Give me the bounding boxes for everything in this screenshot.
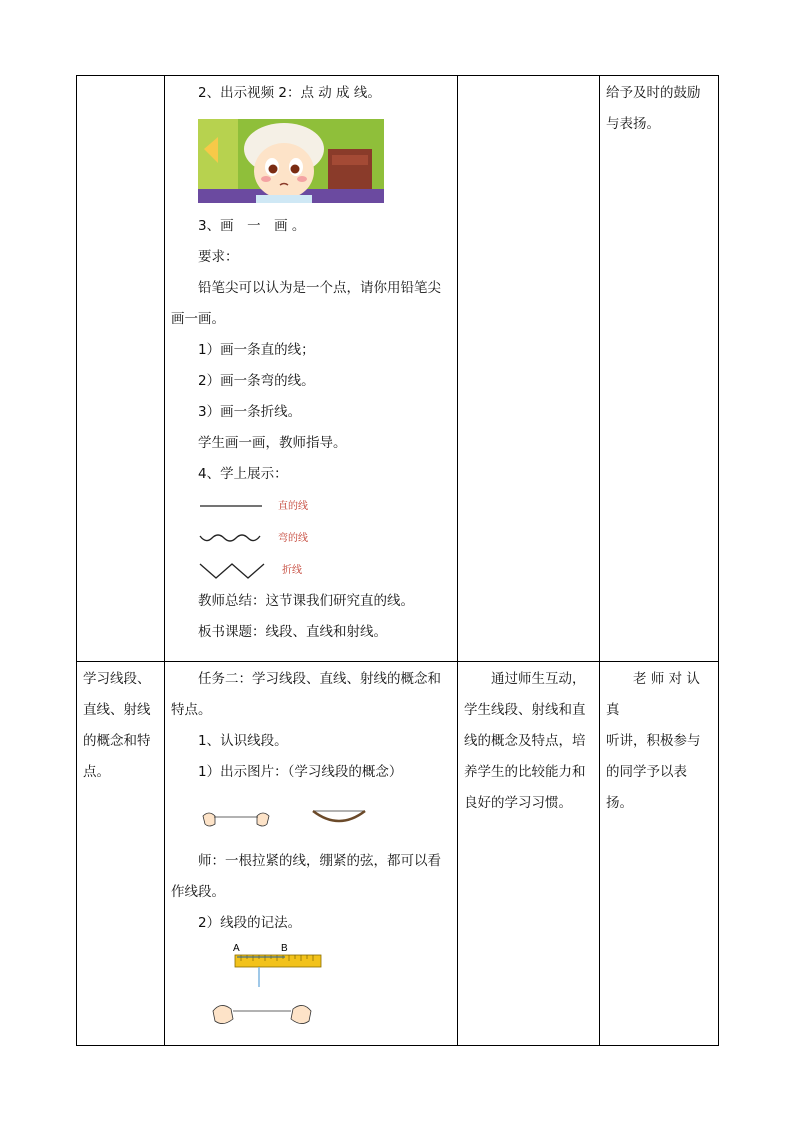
evaluation-cell xyxy=(600,76,719,662)
evaluation-text: 的同学予以表扬。 xyxy=(606,764,687,811)
intent-text: 线的概念及特点，培 xyxy=(464,733,586,749)
broken-line-label: 折线 xyxy=(282,564,302,576)
straight-line-label: 直的线 xyxy=(278,500,308,512)
goal-text: 学习线段、 xyxy=(83,671,151,687)
intent-text: 养学生的比较能力和 xyxy=(464,764,586,780)
intent-text: 良好的学习习惯。 xyxy=(464,795,572,811)
task-title: 任务二：学习线段、直线、射线的概念和 xyxy=(198,671,441,687)
evaluation-text: 听讲，积极参与 xyxy=(606,733,701,749)
teacher-text: 师：一根拉紧的线，绷紧的弦，都可以看 xyxy=(198,853,441,869)
goal-text: 的概念和特 xyxy=(83,733,151,749)
ruler-label-a: A xyxy=(233,943,240,954)
intent-text: 学生线段、射线和直 xyxy=(464,702,586,718)
ruler-segment-figure xyxy=(171,939,451,1031)
evaluation-text: 给予及时的鼓励 xyxy=(606,85,701,101)
goal-cell xyxy=(77,76,165,662)
intent-text: 通过师生互动， xyxy=(491,671,586,687)
goal-cell xyxy=(77,662,165,1046)
requirement-text-cont: 画一画。 xyxy=(171,311,225,327)
board-title-text: 板书课题：线段、直线和射线。 xyxy=(198,624,387,640)
straight-line-icon xyxy=(198,500,264,512)
intent-cell xyxy=(458,76,600,662)
item-segment: 1、认识线段。 xyxy=(198,733,288,749)
hands-string-icon xyxy=(201,802,271,832)
broken-line-example xyxy=(171,554,451,586)
requirement-title: 要求： xyxy=(198,249,239,265)
teacher-text-cont: 作线段。 xyxy=(171,884,225,900)
step-item: 2）画一条弯的线。 xyxy=(198,373,315,389)
bow-icon xyxy=(311,805,367,829)
goal-text: 直线、射线 xyxy=(83,702,151,718)
curved-line-example xyxy=(171,522,451,554)
item-video: 2、出示视频 2：点 动 成 线。 xyxy=(198,85,381,101)
guidance-text: 学生画一画，教师指导。 xyxy=(198,435,347,451)
item-show: 4、学上展示： xyxy=(198,466,288,482)
summary-text: 教师总结：这节课我们研究直的线。 xyxy=(198,593,414,609)
step-item: 1）画一条直的线； xyxy=(198,342,315,358)
ruler-icon xyxy=(211,939,411,1031)
task-title-cont: 特点。 xyxy=(171,702,212,718)
requirement-text: 铅笔尖可以认为是一个点，请你用铅笔尖 xyxy=(198,280,441,296)
video-thumbnail xyxy=(198,119,384,203)
wavy-line-icon xyxy=(198,531,264,545)
step-item: 3）画一条折线。 xyxy=(198,404,302,420)
sub-item: 2）线段的记法。 xyxy=(198,915,302,931)
goal-text: 点。 xyxy=(83,764,110,780)
activity-cell xyxy=(165,76,458,662)
evaluation-text-cont: 与表扬。 xyxy=(606,116,660,132)
ruler-label-b: B xyxy=(281,943,288,954)
zigzag-line-icon xyxy=(198,560,268,580)
activity-cell xyxy=(165,662,458,1046)
item-draw: 3、画 一 画 。 xyxy=(198,218,306,234)
straight-line-example xyxy=(171,490,451,522)
evaluation-cell xyxy=(600,662,719,1046)
table-row xyxy=(77,662,719,1046)
intent-cell xyxy=(458,662,600,1046)
table-row xyxy=(77,76,719,662)
evaluation-text: 老 师 对 认 真 xyxy=(606,671,700,718)
segment-images xyxy=(171,788,451,846)
lesson-table xyxy=(76,75,719,1046)
curved-line-label: 弯的线 xyxy=(278,532,308,544)
sub-item: 1）出示图片：（学习线段的概念） xyxy=(198,764,403,780)
